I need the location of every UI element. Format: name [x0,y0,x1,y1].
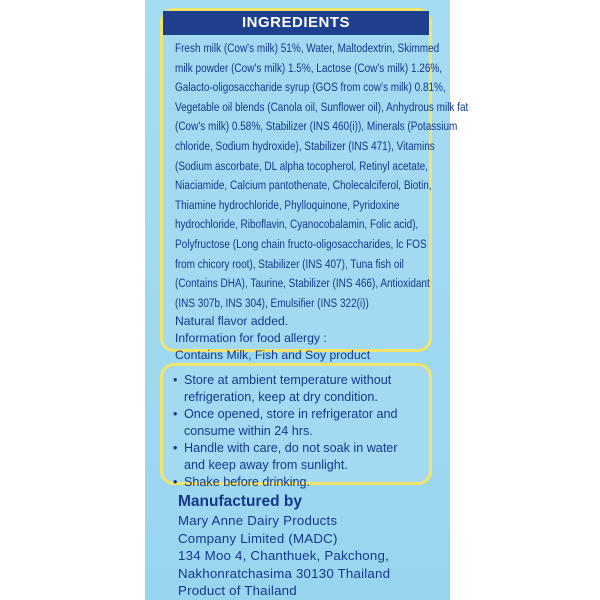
country-of-origin: Product of Thailand [178,583,297,598]
storage-item-text: Store at ambient temperature without refrigeration, keep at dry condition. [184,373,392,404]
ingredient-line: (INS 307b, INS 304), Emulsifier (INS 322(i)) [175,295,369,310]
storage-item-text: Shake before drinking. [184,475,311,489]
storage-item-text: Once opened, store in refrigerator and consume within 24 hrs. [184,407,398,438]
ingredient-line: Polyfructose (Long chain fructo-oligosaccharides, lc FOS [175,236,427,251]
ingredient-line: (Cow's milk) 0.58%, Stabilizer (INS 460(i)), Minerals (Potassium [175,119,458,134]
allergy-info-text: Contains Milk, Fish and Soy product [175,348,371,363]
ingredient-line: milk powder (Cow's milk) 1.5%, Lactose (Cow's milk) 1.26%, [175,60,443,75]
bullet-icon: • [173,373,178,387]
storage-item [173,440,421,474]
ingredient-line: Niaciamide, Calcium pantothenate, Cholecalciferol, Biotin, [175,178,432,193]
ingredients-box [160,8,469,363]
manufacturer-title: Manufactured by [178,493,303,510]
bullet-icon: • [173,475,178,489]
manufacturer-line: 134 Moo 4, Chanthuek, Pakchong, [178,548,389,563]
storage-instructions-box [160,363,432,489]
ingredient-line: hydrochloride, Riboflavin, Cyanocobalamin, Folic acid), [175,217,419,232]
ingredients-text [163,35,469,364]
manufacturer-line: Nakhonratchasima 30130 Thailand [178,565,391,581]
manufacturer-line: Mary Anne Dairy Products [178,513,338,528]
ingredient-line: Galacto-oligosaccharide syrup (GOS from cow's milk) 0.81%, [175,80,446,95]
ingredient-line: chloride, Sodium hydroxide), Stabilizer (INS 471), Vitamins [175,138,435,153]
bullet-icon: • [173,441,178,455]
allergy-info-heading: Information for food allergy : [175,331,327,346]
natural-flavor-note: Natural flavor added. [175,314,289,329]
manufacturer-block [178,492,448,600]
ingredient-line: Thiamine hydrochloride, Phylloquinone, Pyridoxine [175,197,400,212]
bullet-icon: • [173,407,178,421]
ingredient-line: from chicory root), Stabilizer (INS 407), Tuna fish oil [175,256,404,271]
ingredients-title: INGREDIENTS [163,11,429,35]
storage-item [173,474,421,491]
ingredient-line: (Contains DHA), Taurine, Stabilizer (INS 466), Antioxidant [175,276,430,291]
manufacturer-line: Company Limited (MADC) [178,530,338,546]
storage-item [173,372,421,406]
ingredient-line: Vegetable oil blends (Canola oil, Sunflower oil), Anhydrous milk fat [175,99,469,114]
storage-item [173,406,421,440]
ingredient-line: (Sodium ascorbate, DL alpha tocopherol, Retinyl acetate, [175,158,428,173]
storage-item-text: Handle with care, do not soak in water and keep away from sunlight. [184,441,398,472]
ingredient-line: Fresh milk (Cow's milk) 51%, Water, Maltodextrin, Skimmed [175,41,440,55]
